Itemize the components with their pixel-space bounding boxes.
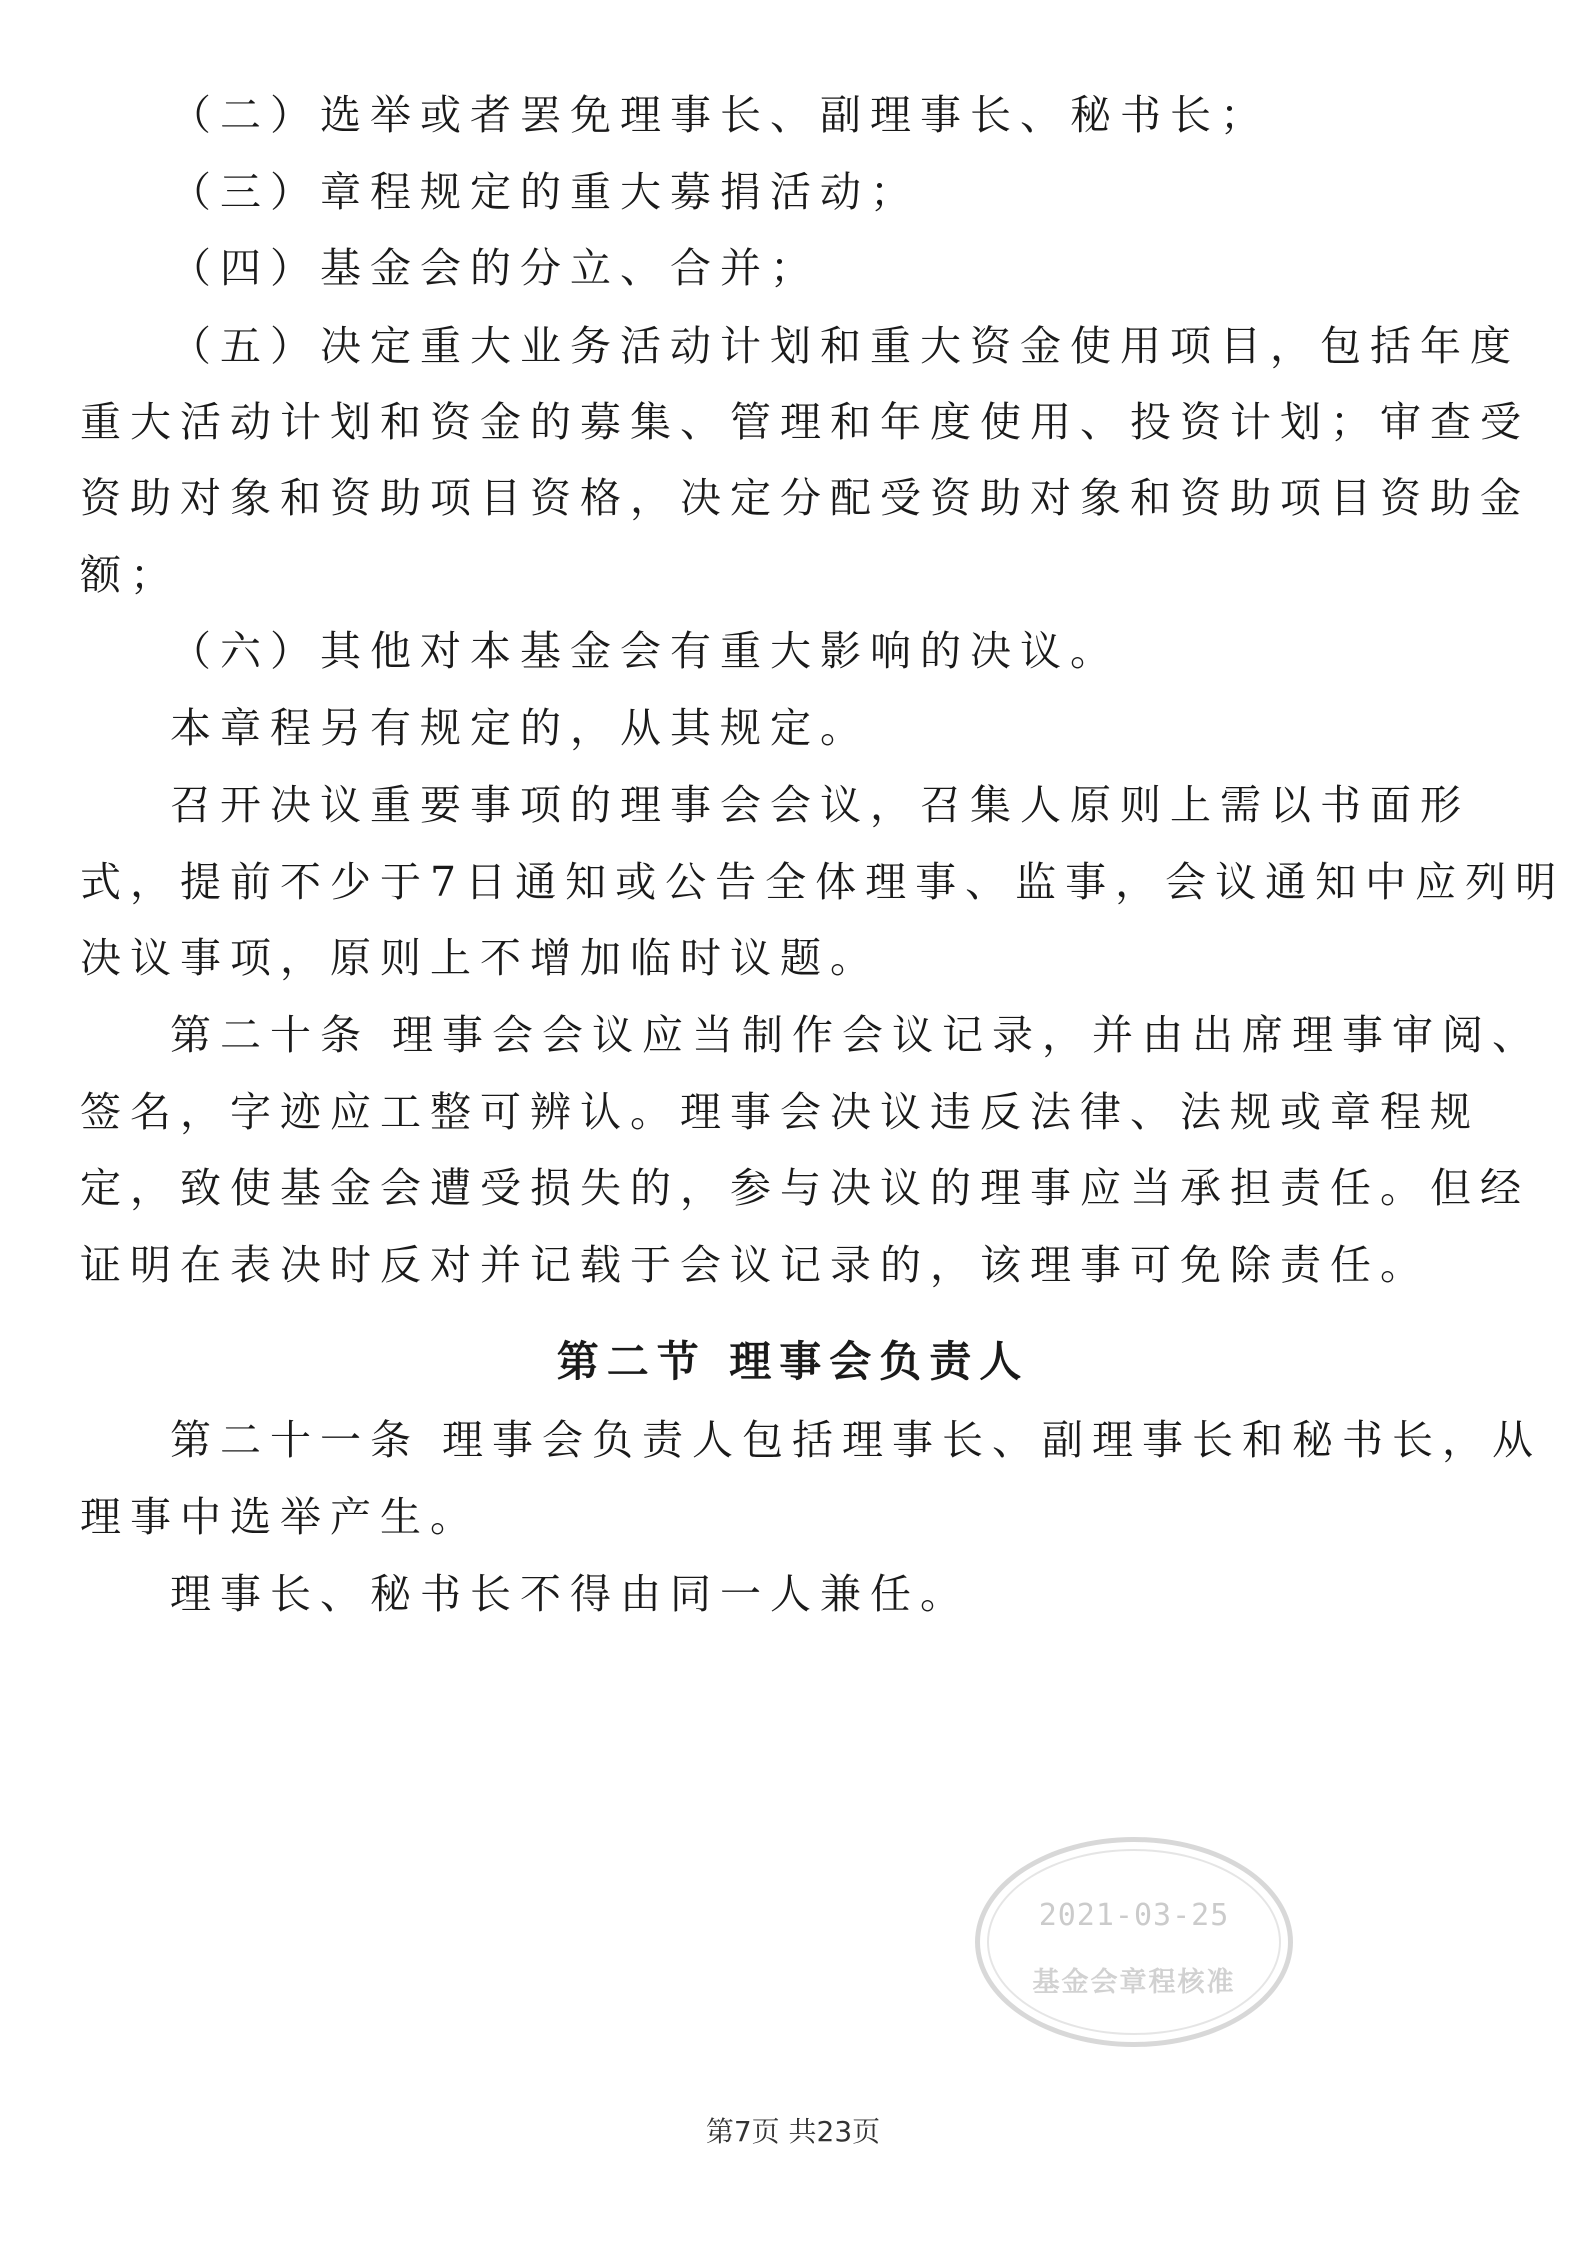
article-20-line-1: 第二十条 理事会会议应当制作会议记录，并由出席理事审阅、 — [170, 1011, 1543, 1059]
list-item-5-line-2: 重大活动计划和资金的募集、管理和年度使用、投资计划；审查受 — [80, 398, 1530, 446]
list-item-6: （六）其他对本基金会有重大影响的决议。 — [170, 627, 1120, 675]
article-20-line-2: 签名，字迹应工整可辨认。理事会决议违反法律、法规或章程规 — [80, 1088, 1480, 1136]
paragraph-meeting-line-2: 式，提前不少于7日通知或公告全体理事、监事，会议通知中应列明 — [80, 858, 1566, 906]
stamp-date: 2021-03-25 — [1038, 1898, 1230, 1933]
list-item-5-line-4: 额； — [80, 551, 180, 599]
stamp-text: 基金会章程核准 — [1032, 1967, 1236, 1998]
list-item-3: （三）章程规定的重大募捐活动； — [170, 168, 920, 216]
list-item-5-line-3: 资助对象和资助项目资格，决定分配受资助对象和资助项目资助金 — [80, 474, 1530, 522]
list-item-5-line-1: （五）决定重大业务活动计划和重大资金使用项目，包括年度 — [170, 322, 1520, 370]
paragraph-meeting-line-3: 决议事项，原则上不增加临时议题。 — [80, 934, 880, 982]
section-heading: 第二节 理事会负责人 — [556, 1337, 1030, 1386]
article-21-line-1: 第二十一条 理事会负责人包括理事长、副理事长和秘书长，从 — [170, 1416, 1543, 1464]
paragraph-note: 本章程另有规定的，从其规定。 — [170, 704, 870, 752]
list-item-4: （四）基金会的分立、合并； — [170, 244, 820, 292]
article-20-line-4: 证明在表决时反对并记载于会议记录的，该理事可免除责任。 — [80, 1241, 1430, 1289]
article-21-line-2: 理事中选举产生。 — [80, 1493, 480, 1541]
list-item-2: （二）选举或者罢免理事长、副理事长、秘书长； — [170, 91, 1270, 139]
stamp-inner-ring — [987, 1849, 1281, 2035]
page-number: 第7页 共23页 — [705, 2115, 881, 2148]
paragraph-concurrent: 理事长、秘书长不得由同一人兼任。 — [170, 1570, 970, 1618]
paragraph-meeting-line-1: 召开决议重要事项的理事会会议，召集人原则上需以书面形 — [170, 781, 1470, 829]
approval-stamp — [975, 1837, 1293, 2047]
article-20-line-3: 定，致使基金会遭受损失的，参与决议的理事应当承担责任。但经 — [80, 1164, 1530, 1212]
